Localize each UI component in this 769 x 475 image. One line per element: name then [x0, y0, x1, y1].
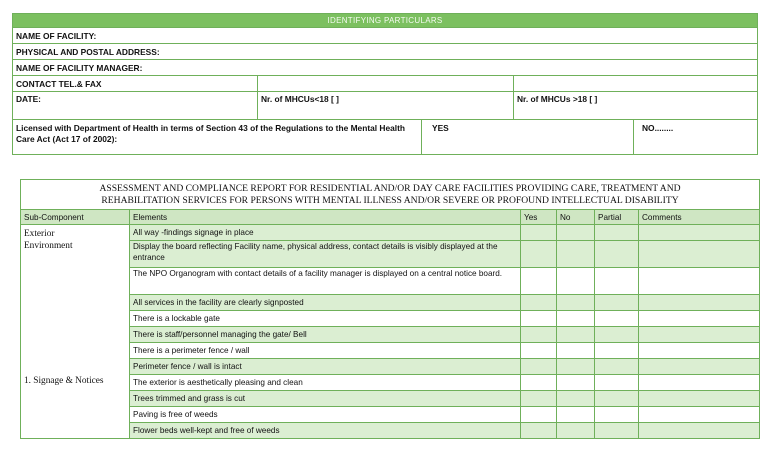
partial-checkbox[interactable] — [595, 295, 639, 311]
assessment-title — [21, 180, 760, 210]
comments-cell[interactable] — [639, 241, 760, 268]
column-header-partial: Partial — [595, 210, 639, 225]
yes-checkbox[interactable] — [521, 359, 557, 375]
identifying-particulars-table — [12, 13, 758, 155]
comments-cell[interactable] — [639, 225, 760, 241]
no-checkbox[interactable] — [557, 268, 595, 295]
partial-checkbox[interactable] — [595, 359, 639, 375]
yes-checkbox[interactable] — [521, 327, 557, 343]
licensed-statement: Licensed with Department of Health in terms of Section 43 of the Regulations to the Mental Health Care Act (Act 17 of 2002): — [13, 120, 422, 155]
partial-checkbox[interactable] — [595, 311, 639, 327]
facility-manager-field[interactable]: NAME OF FACILITY MANAGER: — [13, 60, 758, 76]
comments-cell[interactable] — [639, 268, 760, 295]
assessment-title-line1: ASSESSMENT AND COMPLIANCE REPORT FOR RESIDENTIAL AND/OR DAY CARE FACILITIES PROVIDING CARE, TREATMENT AND — [99, 182, 681, 194]
element-row: There is a perimeter fence / wall — [130, 343, 521, 359]
assessment-title-line2: REHABILITATION SERVICES FOR PERSONS WITH MENTAL ILLNESS AND/OR SEVERE OR PROFOUND INTELLECTUAL DISABILITY — [101, 194, 679, 206]
no-checkbox[interactable] — [557, 225, 595, 241]
comments-cell[interactable] — [639, 327, 760, 343]
element-row: The NPO Organogram with contact details of a facility manager is displayed on a central notice board. — [130, 268, 521, 295]
no-checkbox[interactable] — [557, 311, 595, 327]
sub-component-cell — [21, 225, 130, 439]
no-checkbox[interactable] — [557, 359, 595, 375]
date-field[interactable]: DATE: — [13, 92, 258, 120]
element-row: There is staff/personnel managing the gate/ Bell — [130, 327, 521, 343]
comments-cell[interactable] — [639, 391, 760, 407]
licensed-no-option[interactable]: NO........ — [634, 120, 758, 155]
identifying-particulars-title: IDENTIFYING PARTICULARS — [13, 14, 758, 28]
element-row: Paving is free of weeds — [130, 407, 521, 423]
yes-checkbox[interactable] — [521, 407, 557, 423]
yes-checkbox[interactable] — [521, 391, 557, 407]
contact-fax-cell[interactable] — [514, 76, 758, 92]
no-checkbox[interactable] — [557, 295, 595, 311]
mhcus-over-18-field[interactable]: Nr. of MHCUs >18 [ ] — [514, 92, 758, 120]
yes-checkbox[interactable] — [521, 225, 557, 241]
comments-cell[interactable] — [639, 311, 760, 327]
partial-checkbox[interactable] — [595, 391, 639, 407]
licensed-yes-option[interactable]: YES — [422, 120, 634, 155]
column-header-no: No — [557, 210, 595, 225]
yes-checkbox[interactable] — [521, 295, 557, 311]
element-row: The exterior is aesthetically pleasing and clean — [130, 375, 521, 391]
no-checkbox[interactable] — [557, 343, 595, 359]
partial-checkbox[interactable] — [595, 225, 639, 241]
column-header-yes: Yes — [521, 210, 557, 225]
element-row: Display the board reflecting Facility name, physical address, contact details is visibly displayed at the entrance — [130, 241, 521, 268]
physical-postal-address-field[interactable]: PHYSICAL AND POSTAL ADDRESS: — [13, 44, 758, 60]
element-row: There is a lockable gate — [130, 311, 521, 327]
partial-checkbox[interactable] — [595, 407, 639, 423]
comments-cell[interactable] — [639, 407, 760, 423]
no-checkbox[interactable] — [557, 407, 595, 423]
partial-checkbox[interactable] — [595, 268, 639, 295]
yes-checkbox[interactable] — [521, 343, 557, 359]
no-checkbox[interactable] — [557, 327, 595, 343]
yes-checkbox[interactable] — [521, 375, 557, 391]
element-row: Flower beds well-kept and free of weeds — [130, 423, 521, 439]
column-header-elements: Elements — [130, 210, 521, 225]
name-of-facility-field[interactable]: NAME OF FACILITY: — [13, 28, 758, 44]
partial-checkbox[interactable] — [595, 423, 639, 439]
comments-cell[interactable] — [639, 343, 760, 359]
partial-checkbox[interactable] — [595, 327, 639, 343]
sub-component-exterior-environment: Exterior Environment — [24, 229, 73, 251]
yes-checkbox[interactable] — [521, 268, 557, 295]
contact-tel-cell[interactable] — [258, 76, 514, 92]
yes-checkbox[interactable] — [521, 241, 557, 268]
partial-checkbox[interactable] — [595, 241, 639, 268]
partial-checkbox[interactable] — [595, 375, 639, 391]
no-checkbox[interactable] — [557, 375, 595, 391]
sub-component-signage-notices: 1. Signage & Notices — [24, 376, 104, 386]
comments-cell[interactable] — [639, 375, 760, 391]
comments-cell[interactable] — [639, 423, 760, 439]
no-checkbox[interactable] — [557, 241, 595, 268]
yes-checkbox[interactable] — [521, 423, 557, 439]
mhcus-under-18-field[interactable]: Nr. of MHCUs<18 [ ] — [258, 92, 514, 120]
element-row: Trees trimmed and grass is cut — [130, 391, 521, 407]
yes-checkbox[interactable] — [521, 311, 557, 327]
no-checkbox[interactable] — [557, 391, 595, 407]
column-header-comments: Comments — [639, 210, 760, 225]
no-checkbox[interactable] — [557, 423, 595, 439]
element-row: All services in the facility are clearly signposted — [130, 295, 521, 311]
comments-cell[interactable] — [639, 359, 760, 375]
partial-checkbox[interactable] — [595, 343, 639, 359]
assessment-compliance-table — [20, 179, 760, 439]
contact-label: CONTACT TEL.& FAX — [13, 76, 258, 92]
comments-cell[interactable] — [639, 295, 760, 311]
element-row: Perimeter fence / wall is intact — [130, 359, 521, 375]
column-header-sub-component: Sub-Component — [21, 210, 130, 225]
element-row: All way -findings signage in place — [130, 225, 521, 241]
